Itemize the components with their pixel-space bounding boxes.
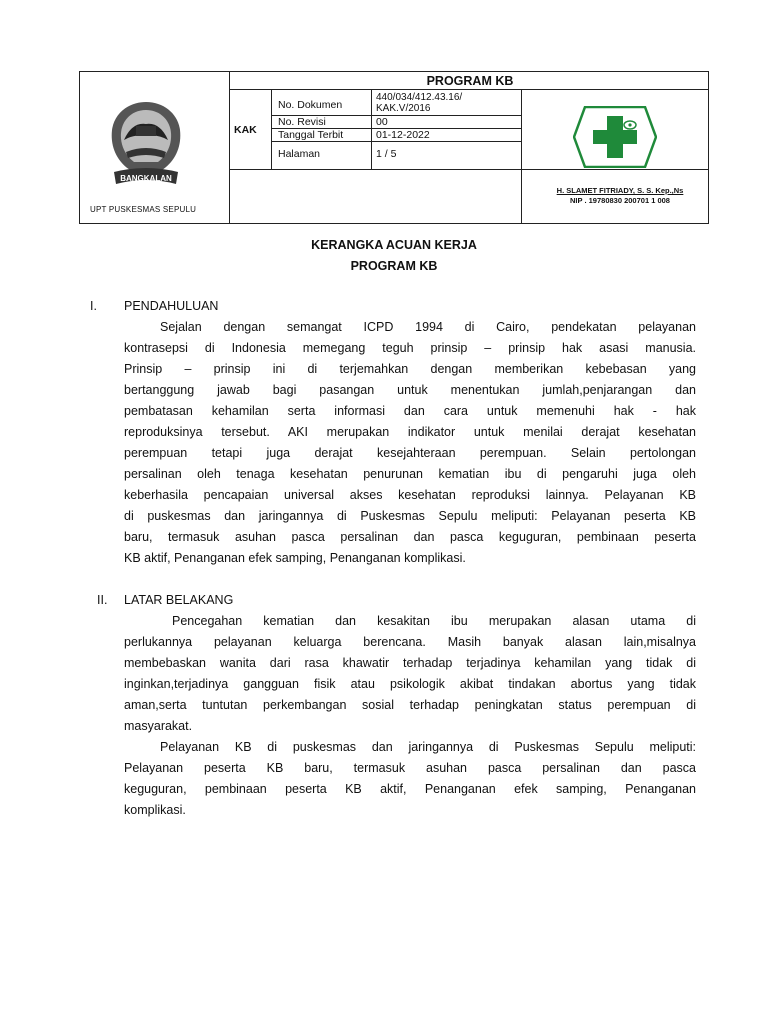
paragraph-line: inginkan,terjadinya gangguan fisik atau psikologik akibat tindakan abortus yang tidak bbox=[124, 677, 696, 691]
field-value-no-revisi: 00 bbox=[376, 116, 388, 128]
paragraph-line: membebaskan wanita dari rasa khawatir terhadap terjadinya kehamilan yang tidak di bbox=[124, 656, 696, 670]
paragraph-line: perempuan tetapi juga derajat kesejahteraan perempuan. Selain pertolongan bbox=[124, 446, 696, 460]
document-header-table bbox=[79, 71, 709, 224]
header-divider-right bbox=[521, 89, 522, 224]
field-label-no-revisi: No. Revisi bbox=[278, 116, 326, 128]
header-divider-label bbox=[371, 89, 372, 169]
field-value-no-dokumen-line1: 440/034/412.43.16/ bbox=[376, 92, 463, 103]
section-2-title: LATAR BELAKANG bbox=[124, 593, 234, 607]
field-label-halaman: Halaman bbox=[278, 148, 321, 160]
paragraph-line: reproduksinya tersebut. AKI merupakan indikator untuk menilai derajat kesehatan bbox=[124, 425, 696, 439]
paragraph-line: di puskesmas dan jaringannya di Puskesmas Sepulu meliputi: Pelayanan peserta KB bbox=[124, 509, 696, 523]
field-value-no-dokumen-line2: KAK.V/2016 bbox=[376, 103, 431, 114]
document-title-line1: KERANGKA ACUAN KERJA bbox=[311, 238, 477, 252]
section-1-paragraph bbox=[124, 317, 696, 569]
paragraph-line: komplikasi. bbox=[124, 803, 186, 817]
paragraph-line: keguguran, pembinaan peserta KB aktif, Penanganan efek samping, Penanganan bbox=[124, 782, 696, 796]
paragraph-line: KB aktif, Penanganan efek samping, Penanganan komplikasi. bbox=[124, 551, 466, 565]
program-title: PROGRAM KB bbox=[426, 74, 514, 88]
paragraph-line: pembatasan kehamilan serta informasi dan cara untuk memenuhi hak - hak bbox=[124, 404, 696, 418]
field-value-no-dokumen bbox=[376, 92, 462, 114]
kak-label: KAK bbox=[234, 124, 257, 136]
header-divider-left bbox=[229, 72, 230, 224]
paragraph-line: Pencegahan kematian dan kesakitan ibu merupakan alasan utama di bbox=[172, 614, 696, 628]
emblem-banner-text: BANGKALAN bbox=[120, 174, 172, 183]
section-2-paragraph-2 bbox=[124, 737, 696, 821]
field-label-tanggal-terbit: Tanggal Terbit bbox=[278, 129, 344, 141]
paragraph-line: Pelayanan peserta KB baru, termasuk asuhan pasca persalinan dan pasca bbox=[124, 761, 696, 775]
paragraph-line: masyarakat. bbox=[124, 719, 193, 733]
paragraph-line: Sejalan dengan semangat ICPD 1994 di Cairo, pendekatan pelayanan bbox=[160, 320, 696, 334]
paragraph-line: Prinsip – prinsip ini di terjemahkan dengan memberikan kebebasan yang bbox=[124, 362, 696, 376]
header-divider-kak bbox=[271, 89, 272, 169]
field-value-halaman: 1 / 5 bbox=[376, 148, 397, 160]
paragraph-line: perlukannya pelayanan keluarga berencana. Masih banyak alasan lain,misalnya bbox=[124, 635, 696, 649]
section-1-number: I. bbox=[90, 299, 97, 313]
paragraph-line: baru, termasuk asuhan pasca persalinan dan pasca keguguran, pembinaan peserta bbox=[124, 530, 696, 544]
header-row-divider-3 bbox=[271, 141, 521, 142]
paragraph-line: kontrasepsi di Indonesia memegang teguh prinsip – prinsip hak asasi manusia. bbox=[124, 341, 696, 355]
paragraph-line: bertanggung jawab bagi pasangan untuk menentukan jumlah,penjarangan dan bbox=[124, 383, 696, 397]
paragraph-line: keberhasila pencapaian universal akses kesehatan reproduksi lainnya. Pelayanan KB bbox=[124, 488, 696, 502]
field-value-tanggal-terbit: 01-12-2022 bbox=[376, 129, 430, 141]
organization-name: UPT PUSKESMAS SEPULU bbox=[90, 205, 197, 214]
header-divider-title bbox=[229, 89, 709, 90]
field-label-no-dokumen: No. Dokumen bbox=[278, 99, 343, 111]
header-divider-bottom bbox=[229, 169, 709, 170]
section-2-paragraph-1 bbox=[124, 611, 696, 737]
bangkalan-emblem-icon bbox=[106, 100, 186, 192]
paragraph-line: aman,serta tuntutan perkembangan sosial terhadap peningkatan status perempuan di bbox=[124, 698, 696, 712]
signatory-name: H. SLAMET FITRIADY, S. S. Kep.,Ns bbox=[556, 186, 684, 195]
section-2-number: II. bbox=[97, 593, 108, 607]
section-1-title: PENDAHULUAN bbox=[124, 299, 219, 313]
signatory-nip: NIP . 19780830 200701 1 008 bbox=[570, 196, 670, 205]
document-title-line2: PROGRAM KB bbox=[350, 259, 438, 273]
paragraph-line: persalinan oleh tenaga kesehatan penurunan kematian ibu di pengaruhi juga oleh bbox=[124, 467, 696, 481]
paragraph-line: Pelayanan KB di puskesmas dan jaringannya di Puskesmas Sepulu meliputi: bbox=[160, 740, 696, 754]
puskesmas-logo-icon bbox=[573, 106, 657, 168]
